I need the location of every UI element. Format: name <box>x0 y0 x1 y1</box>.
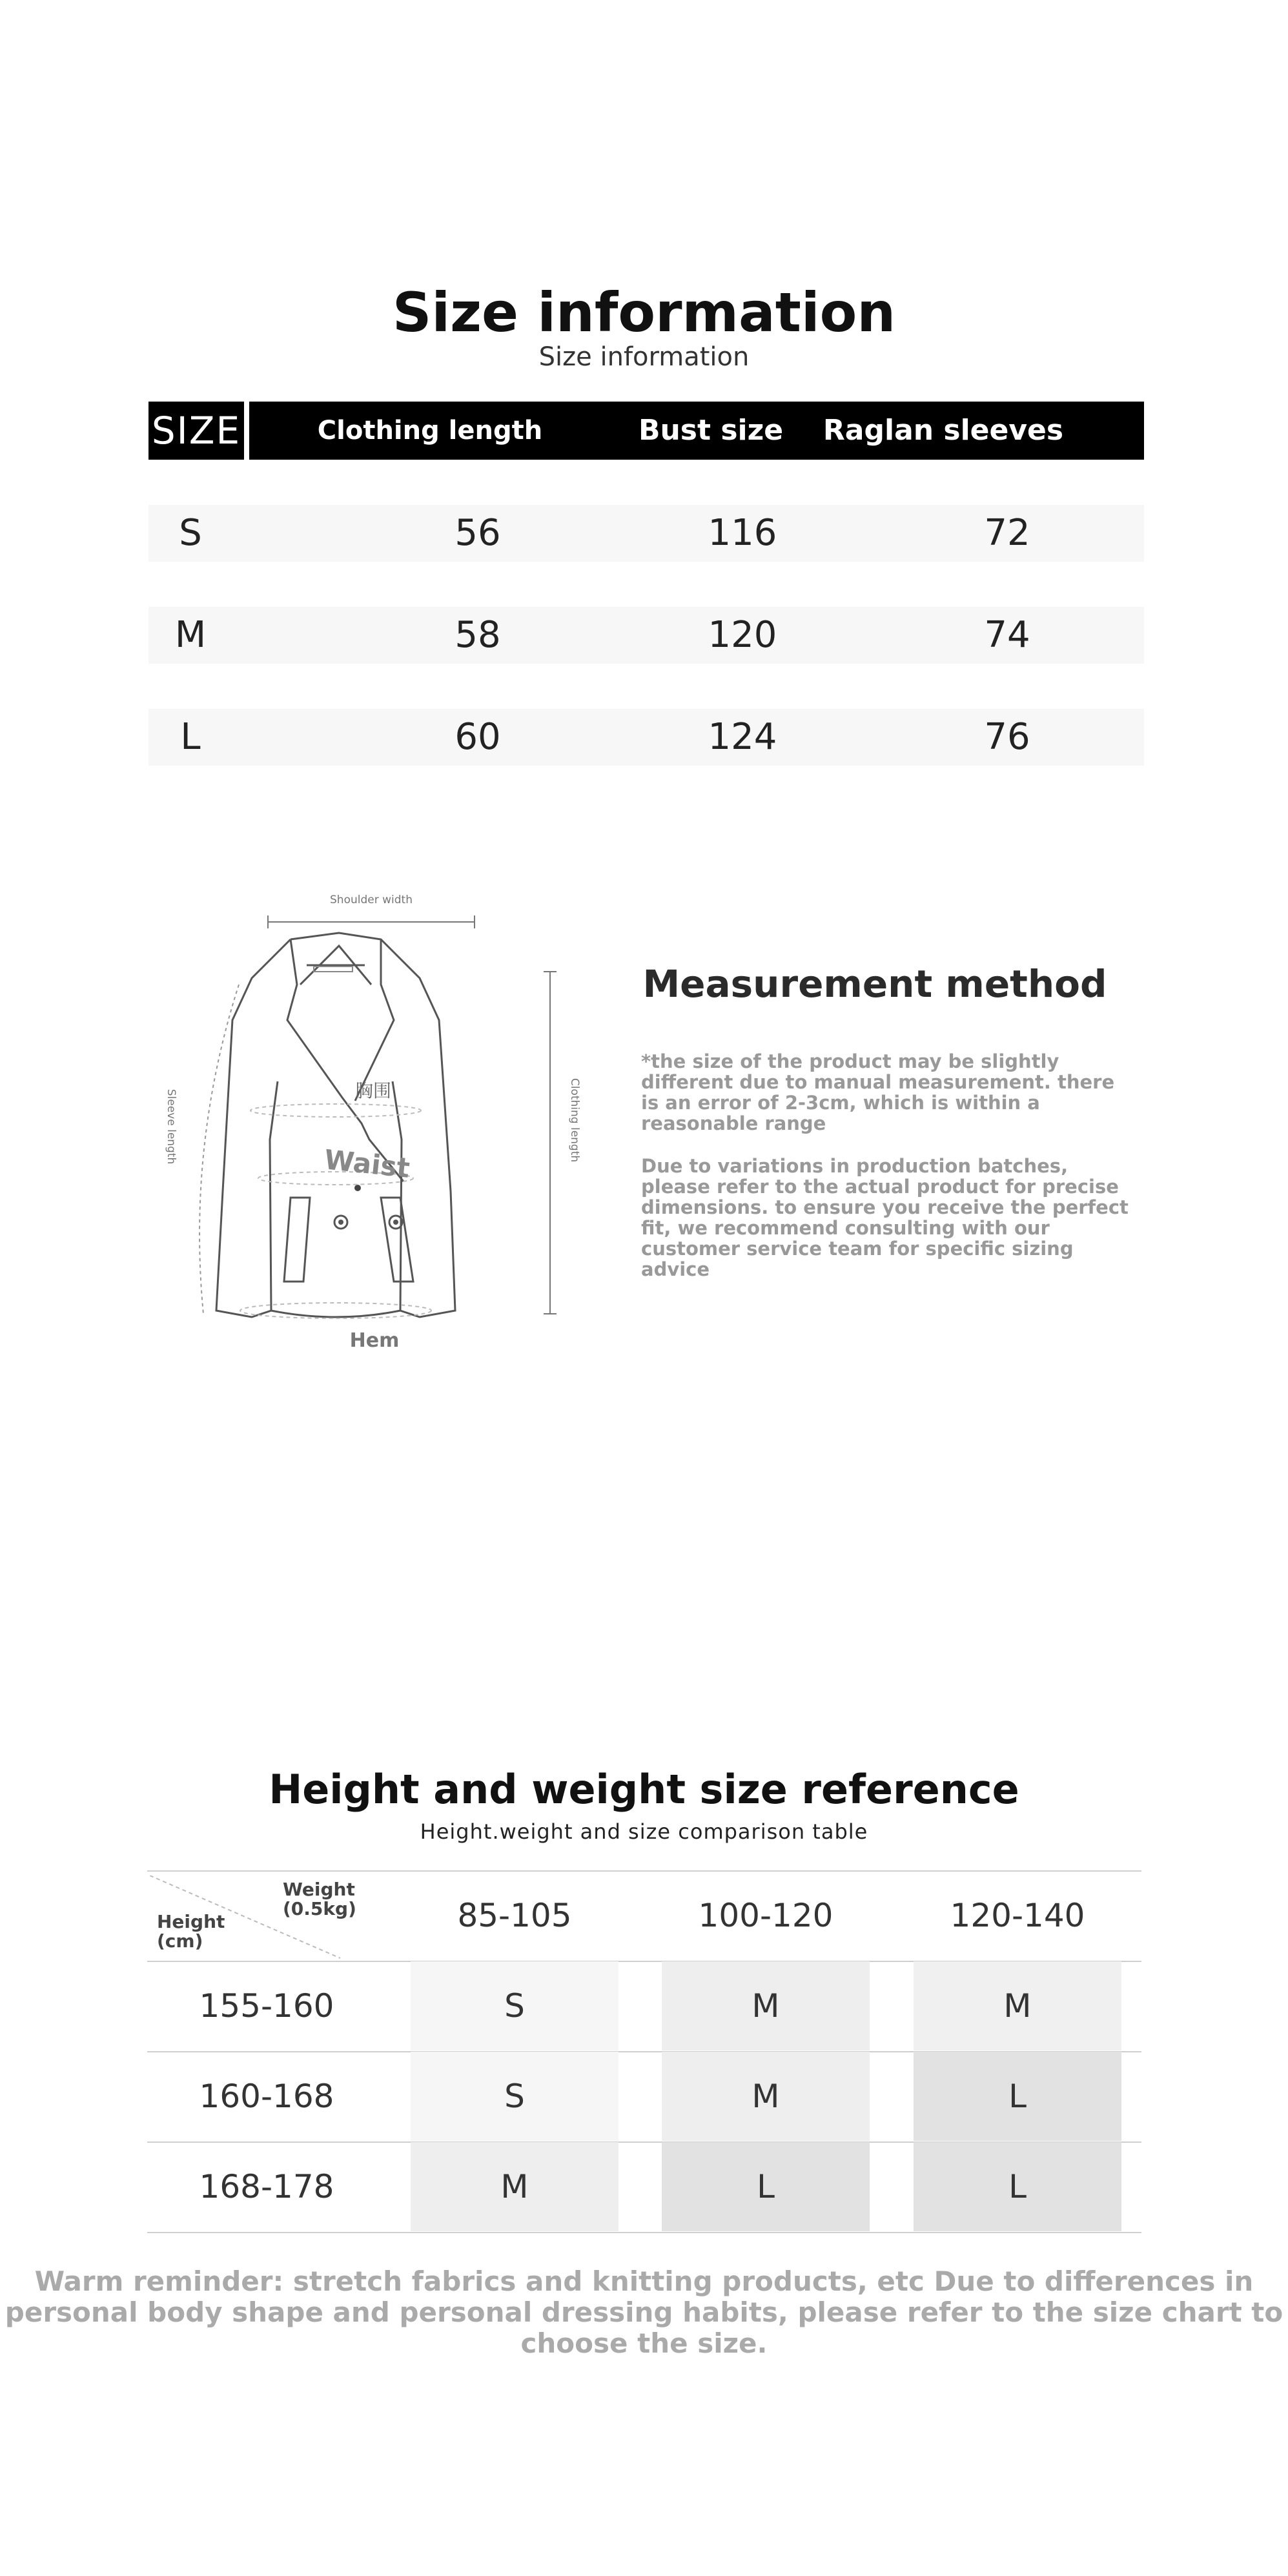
size-table-header <box>249 402 1144 460</box>
size-cell: S <box>411 2052 618 2141</box>
bust-cell: 116 <box>708 512 777 554</box>
bust-label: 胸围 <box>354 1080 392 1101</box>
table-rule <box>147 2232 1141 2233</box>
size-cell: M <box>174 614 207 656</box>
size-info-subtitle: Size information <box>538 342 750 372</box>
sleeve-length-label: Sleeve length <box>165 1089 178 1165</box>
size-cell: M <box>662 1961 870 2050</box>
height-cell: 155-160 <box>199 1987 334 2025</box>
weight-axis-label: Weight (0.5kg) <box>283 1879 356 1919</box>
weight-header: 120-140 <box>950 1897 1085 1934</box>
size-cell: L <box>662 2142 870 2231</box>
length-cell: 58 <box>455 614 501 656</box>
size-header-cell <box>148 402 244 460</box>
height-cell: 160-168 <box>199 2078 334 2115</box>
length-cell: 56 <box>455 512 501 554</box>
height-weight-subtitle: Height.weight and size comparison table <box>420 1819 868 1844</box>
weight-header: 85-105 <box>457 1897 572 1934</box>
size-cell: S <box>179 512 202 554</box>
measurement-note-error: *the size of the product may be slightly different due to manual measurement. there is an error of 2-3cm, which is within a reasonable range <box>641 1050 1115 1134</box>
waist-label: Waist <box>322 1143 412 1184</box>
shoulder-width-label: Shoulder width <box>330 894 413 906</box>
raglan-cell: 74 <box>984 614 1030 656</box>
bust-cell: 120 <box>708 614 777 656</box>
bust-cell: 124 <box>708 716 777 758</box>
size-cell: M <box>914 1961 1121 2050</box>
clothing-length-label: Clothing length <box>568 1078 581 1163</box>
warm-reminder: Warm reminder: stretch fabrics and knitting products, etc Due to differences in personal body shape and personal dressing habits, please refer to the size chart to choose the size. <box>5 2265 1283 2359</box>
raglan-cell: 76 <box>984 716 1030 758</box>
length-cell: 60 <box>455 716 501 758</box>
size-info-title: Size information <box>392 281 896 344</box>
size-cell: L <box>914 2052 1121 2141</box>
measurement-note-batches: Due to variations in production batches, please refer to the actual product for precise dimensions. to ensure you receive the perfect fit, we recommend consulting with our customer service team for specific sizing advice <box>641 1155 1129 1280</box>
size-cell: L <box>180 716 201 758</box>
size-header-label: SIZE <box>151 409 241 453</box>
height-axis-label: Height (cm) <box>157 1911 225 1952</box>
height-weight-title: Height and weight size reference <box>269 1766 1019 1813</box>
size-row-s <box>148 505 1144 562</box>
header-raglan-sleeves: Raglan sleeves <box>823 414 1064 447</box>
size-cell: L <box>914 2142 1121 2231</box>
jacket-measurement-diagram <box>142 888 594 1365</box>
weight-header: 100-120 <box>698 1897 833 1934</box>
size-cell: M <box>411 2142 618 2231</box>
raglan-cell: 72 <box>984 512 1030 554</box>
size-cell: S <box>411 1961 618 2050</box>
size-row-m <box>148 607 1144 664</box>
header-clothing-length: Clothing length <box>317 416 543 445</box>
size-cell: M <box>662 2052 870 2141</box>
size-row-l <box>148 709 1144 766</box>
measurement-method-title: Measurement method <box>642 962 1107 1006</box>
hem-label: Hem <box>349 1329 400 1352</box>
header-bust-size: Bust size <box>638 414 784 447</box>
height-cell: 168-178 <box>199 2168 334 2205</box>
